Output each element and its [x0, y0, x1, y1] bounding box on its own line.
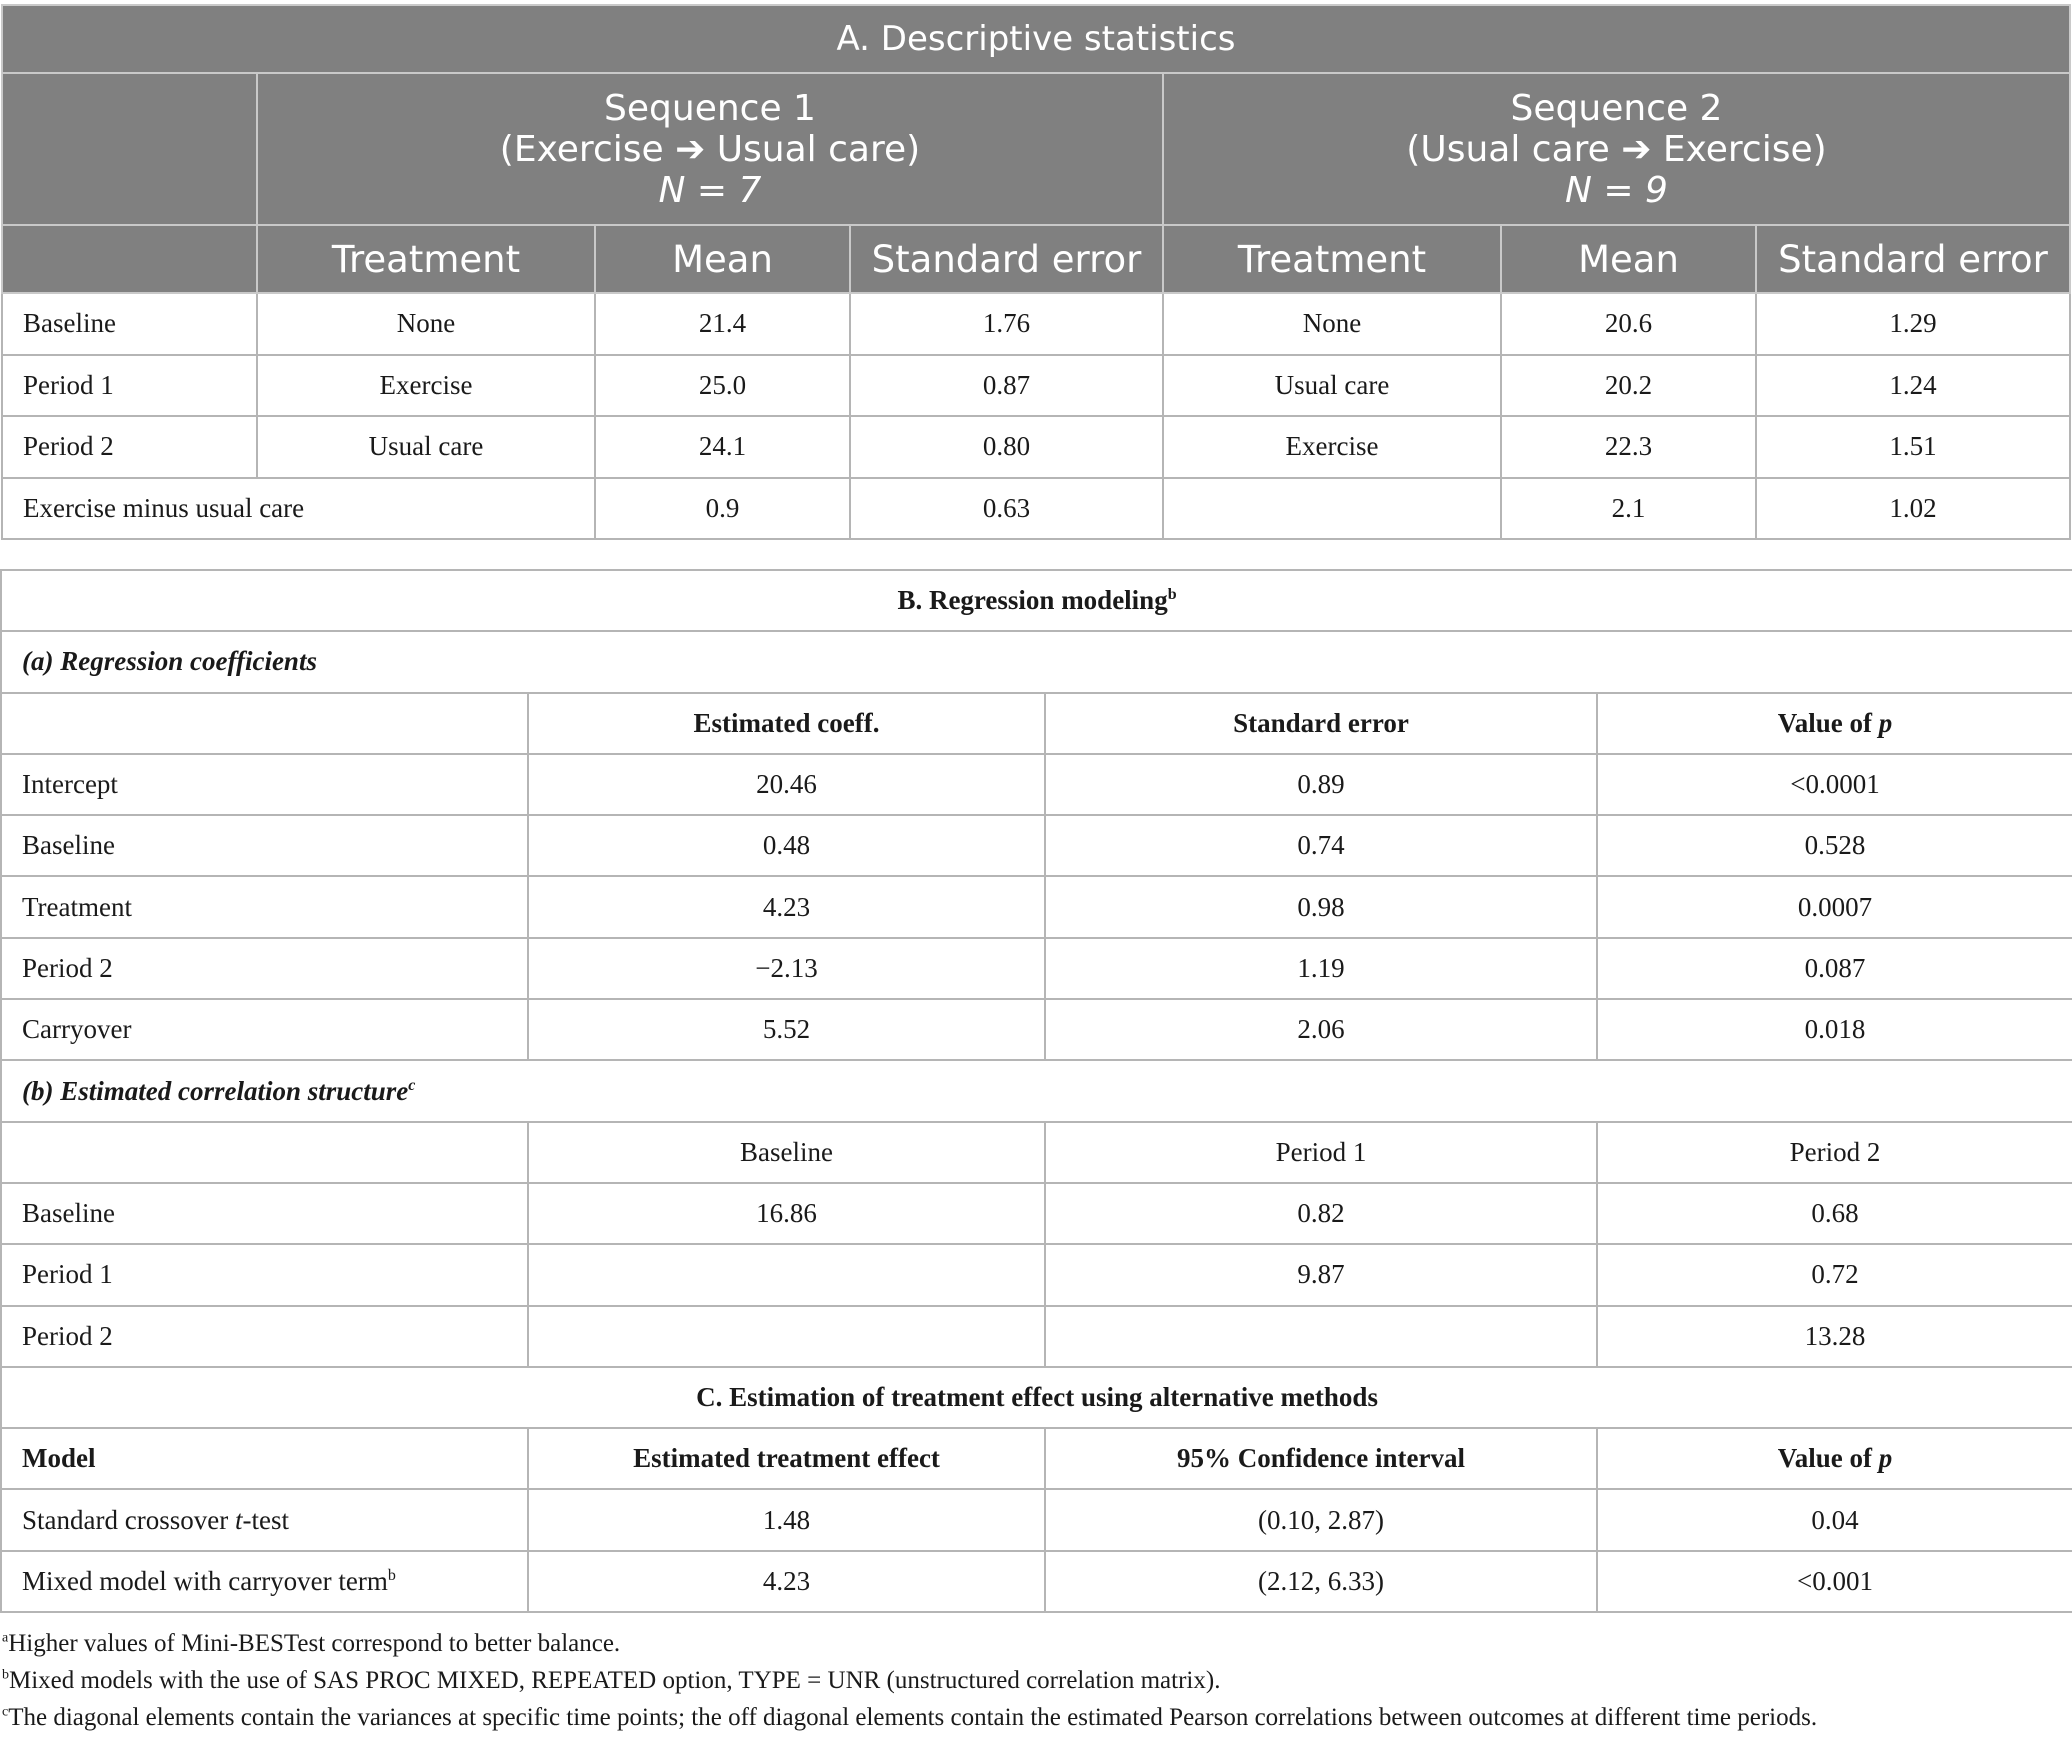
- table-cell: 2.06: [1045, 999, 1597, 1060]
- p-symbol: p: [1878, 707, 1893, 738]
- table-cell: 16.86: [528, 1183, 1045, 1244]
- sequence-2-n: N = 9: [1565, 169, 1668, 211]
- table-row: [2, 355, 2070, 417]
- descriptive-statistics-table: [1, 4, 2071, 540]
- row-label: [1, 1489, 528, 1550]
- table-cell: 0.80: [850, 416, 1163, 478]
- table-cell: 1.02: [1756, 478, 2070, 540]
- coefficients-subtitle: (a) Regression coefficients: [1, 631, 2072, 692]
- column-header-p-value: [1597, 693, 2072, 754]
- correlation-subtitle-text: (b) Estimated correlation structure: [22, 1075, 409, 1106]
- footnote-text: The diagonal elements contain the variances at specific time points; the off diagonal elements contain the estimated Pearson correlations between outcomes at different time periods.: [8, 1704, 1818, 1732]
- row-label: Period 2: [2, 416, 257, 478]
- table-cell: Exercise: [1163, 416, 1501, 478]
- footnote-mark: c: [408, 1076, 416, 1094]
- row-label: Baseline: [2, 293, 257, 355]
- correlation-subtitle: [1, 1060, 2072, 1121]
- table-cell: [1163, 478, 1501, 540]
- footnote-mark: b: [1167, 586, 1177, 604]
- table-cell: [1045, 1306, 1597, 1367]
- table-cell: 13.28: [1597, 1306, 2072, 1367]
- table-cell: None: [1163, 293, 1501, 355]
- table-cell: 9.87: [1045, 1244, 1597, 1305]
- footnote-text: Higher values of Mini-BESTest correspond to better balance.: [8, 1630, 621, 1658]
- table-cell: <0.001: [1597, 1551, 2072, 1612]
- column-header: Mean: [1501, 225, 1756, 293]
- footnote-mark: b: [2, 1667, 9, 1683]
- sequence-1-order: (Exercise ➔ Usual care): [499, 128, 921, 170]
- column-header: Standard error: [1756, 225, 2070, 293]
- table-a-title: A. Descriptive statistics: [2, 5, 2070, 73]
- row-label: Intercept: [1, 754, 528, 815]
- table-cell: 21.4: [595, 293, 850, 355]
- p-symbol: p: [1878, 1443, 1893, 1474]
- table-cell: 20.2: [1501, 355, 1756, 417]
- table-c-title: C. Estimation of treatment effect using alternative methods: [1, 1367, 2072, 1428]
- table-cell: Usual care: [1163, 355, 1501, 417]
- sequence-1-n: N = 7: [658, 169, 762, 211]
- footnote: [2, 1625, 2072, 1662]
- table-cell: 2.1: [1501, 478, 1756, 540]
- column-header: Baseline: [528, 1122, 1045, 1183]
- table-row: [1, 999, 2072, 1060]
- table-cell: 22.3: [1501, 416, 1756, 478]
- table-cell: 1.19: [1045, 938, 1597, 999]
- table-cell: <0.0001: [1597, 754, 2072, 815]
- footnote-mark: a: [2, 1630, 9, 1646]
- table-cell: 5.52: [528, 999, 1045, 1060]
- table-row: [2, 478, 2070, 540]
- table-cell: 1.48: [528, 1489, 1045, 1550]
- table-cell: −2.13: [528, 938, 1045, 999]
- table-cell: 0.98: [1045, 876, 1597, 937]
- table-cell: 0.68: [1597, 1183, 2072, 1244]
- column-header: Treatment: [257, 225, 595, 293]
- regression-table: [0, 569, 2072, 1613]
- table-cell: 0.9: [595, 478, 850, 540]
- column-header: Mean: [595, 225, 850, 293]
- column-header-p-value: [1597, 1428, 2072, 1489]
- table-cell: 20.46: [528, 754, 1045, 815]
- table-cell: 0.087: [1597, 938, 2072, 999]
- column-header: Model: [1, 1428, 528, 1489]
- row-label: Period 2: [1, 1306, 528, 1367]
- sequence-1-header: [257, 73, 1163, 225]
- table-cell: 0.89: [1045, 754, 1597, 815]
- row-label: Period 1: [2, 355, 257, 417]
- table-cell: 4.23: [528, 1551, 1045, 1612]
- table-b-title-text: B. Regression modeling: [897, 585, 1168, 616]
- table-row: [1, 1489, 2072, 1550]
- row-label: Carryover: [1, 999, 528, 1060]
- table-cell: 4.23: [528, 876, 1045, 937]
- table-cell: 25.0: [595, 355, 850, 417]
- table-row: [1, 1244, 2072, 1305]
- table-row: [1, 876, 2072, 937]
- header-text: Value of: [1777, 707, 1879, 738]
- footnote: [2, 1662, 2072, 1699]
- table-cell: 1.29: [1756, 293, 2070, 355]
- column-header: Estimated treatment effect: [528, 1428, 1045, 1489]
- footnote: [2, 1699, 2072, 1736]
- footnote-text: Mixed models with the use of SAS PROC MIXED, REPEATED option, TYPE = UNR (unstructured correlation matrix).: [9, 1667, 1221, 1695]
- row-label: Baseline: [1, 815, 528, 876]
- table-cell: 0.74: [1045, 815, 1597, 876]
- table-cell: Exercise: [257, 355, 595, 417]
- table-cell: [528, 1244, 1045, 1305]
- header-blank-cell: [1, 693, 528, 754]
- table-cell: 1.76: [850, 293, 1163, 355]
- column-header: Estimated coeff.: [528, 693, 1045, 754]
- row-label: Treatment: [1, 876, 528, 937]
- table-row: [1, 1551, 2072, 1612]
- table-cell: 0.04: [1597, 1489, 2072, 1550]
- header-blank-cell: [2, 225, 257, 293]
- table-cell: 0.82: [1045, 1183, 1597, 1244]
- label-text-italic: t: [234, 1504, 243, 1535]
- label-text: Mixed model with carryover term: [22, 1565, 388, 1596]
- table-row: [1, 815, 2072, 876]
- table-row: [1, 754, 2072, 815]
- label-text: Standard crossover: [22, 1504, 235, 1535]
- table-row: [1, 1306, 2072, 1367]
- table-b-title: [1, 570, 2072, 631]
- footnote-mark: b: [387, 1566, 396, 1584]
- table-row: [1, 1183, 2072, 1244]
- footnote-mark: c: [2, 1704, 9, 1720]
- table-cell: 0.63: [850, 478, 1163, 540]
- table-cell: 24.1: [595, 416, 850, 478]
- table-cell: [528, 1306, 1045, 1367]
- column-header: 95% Confidence interval: [1045, 1428, 1597, 1489]
- table-cell: 1.24: [1756, 355, 2070, 417]
- table-cell: 0.48: [528, 815, 1045, 876]
- column-header: Standard error: [850, 225, 1163, 293]
- table-cell: (0.10, 2.87): [1045, 1489, 1597, 1550]
- table-cell: 20.6: [1501, 293, 1756, 355]
- header-blank-cell: [2, 73, 257, 225]
- row-label: [1, 1551, 528, 1612]
- table-row: [1, 938, 2072, 999]
- column-header: Period 1: [1045, 1122, 1597, 1183]
- table-cell: 0.72: [1597, 1244, 2072, 1305]
- column-header: Standard error: [1045, 693, 1597, 754]
- header-text: Value of: [1777, 1443, 1879, 1474]
- table-cell: 1.51: [1756, 416, 2070, 478]
- table-cell: 0.018: [1597, 999, 2072, 1060]
- footnotes: [0, 1625, 2072, 1736]
- column-header: Treatment: [1163, 225, 1501, 293]
- sequence-2-order: (Usual care ➔ Exercise): [1406, 128, 1827, 170]
- table-cell: 0.528: [1597, 815, 2072, 876]
- header-blank-cell: [1, 1122, 528, 1183]
- column-header: Period 2: [1597, 1122, 2072, 1183]
- table-cell: 0.0007: [1597, 876, 2072, 937]
- row-label: Period 1: [1, 1244, 528, 1305]
- sequence-2-header: [1163, 73, 2070, 225]
- table-row: [2, 293, 2070, 355]
- table-cell: (2.12, 6.33): [1045, 1551, 1597, 1612]
- table-cell: Usual care: [257, 416, 595, 478]
- row-label: Exercise minus usual care: [2, 478, 595, 540]
- row-label: Period 2: [1, 938, 528, 999]
- sequence-1-name: Sequence 1: [604, 87, 816, 129]
- row-label: Baseline: [1, 1183, 528, 1244]
- table-cell: None: [257, 293, 595, 355]
- label-text: -test: [242, 1504, 289, 1535]
- table-cell: 0.87: [850, 355, 1163, 417]
- sequence-2-name: Sequence 2: [1510, 87, 1723, 129]
- table-row: [2, 416, 2070, 478]
- page: [0, 4, 2072, 1736]
